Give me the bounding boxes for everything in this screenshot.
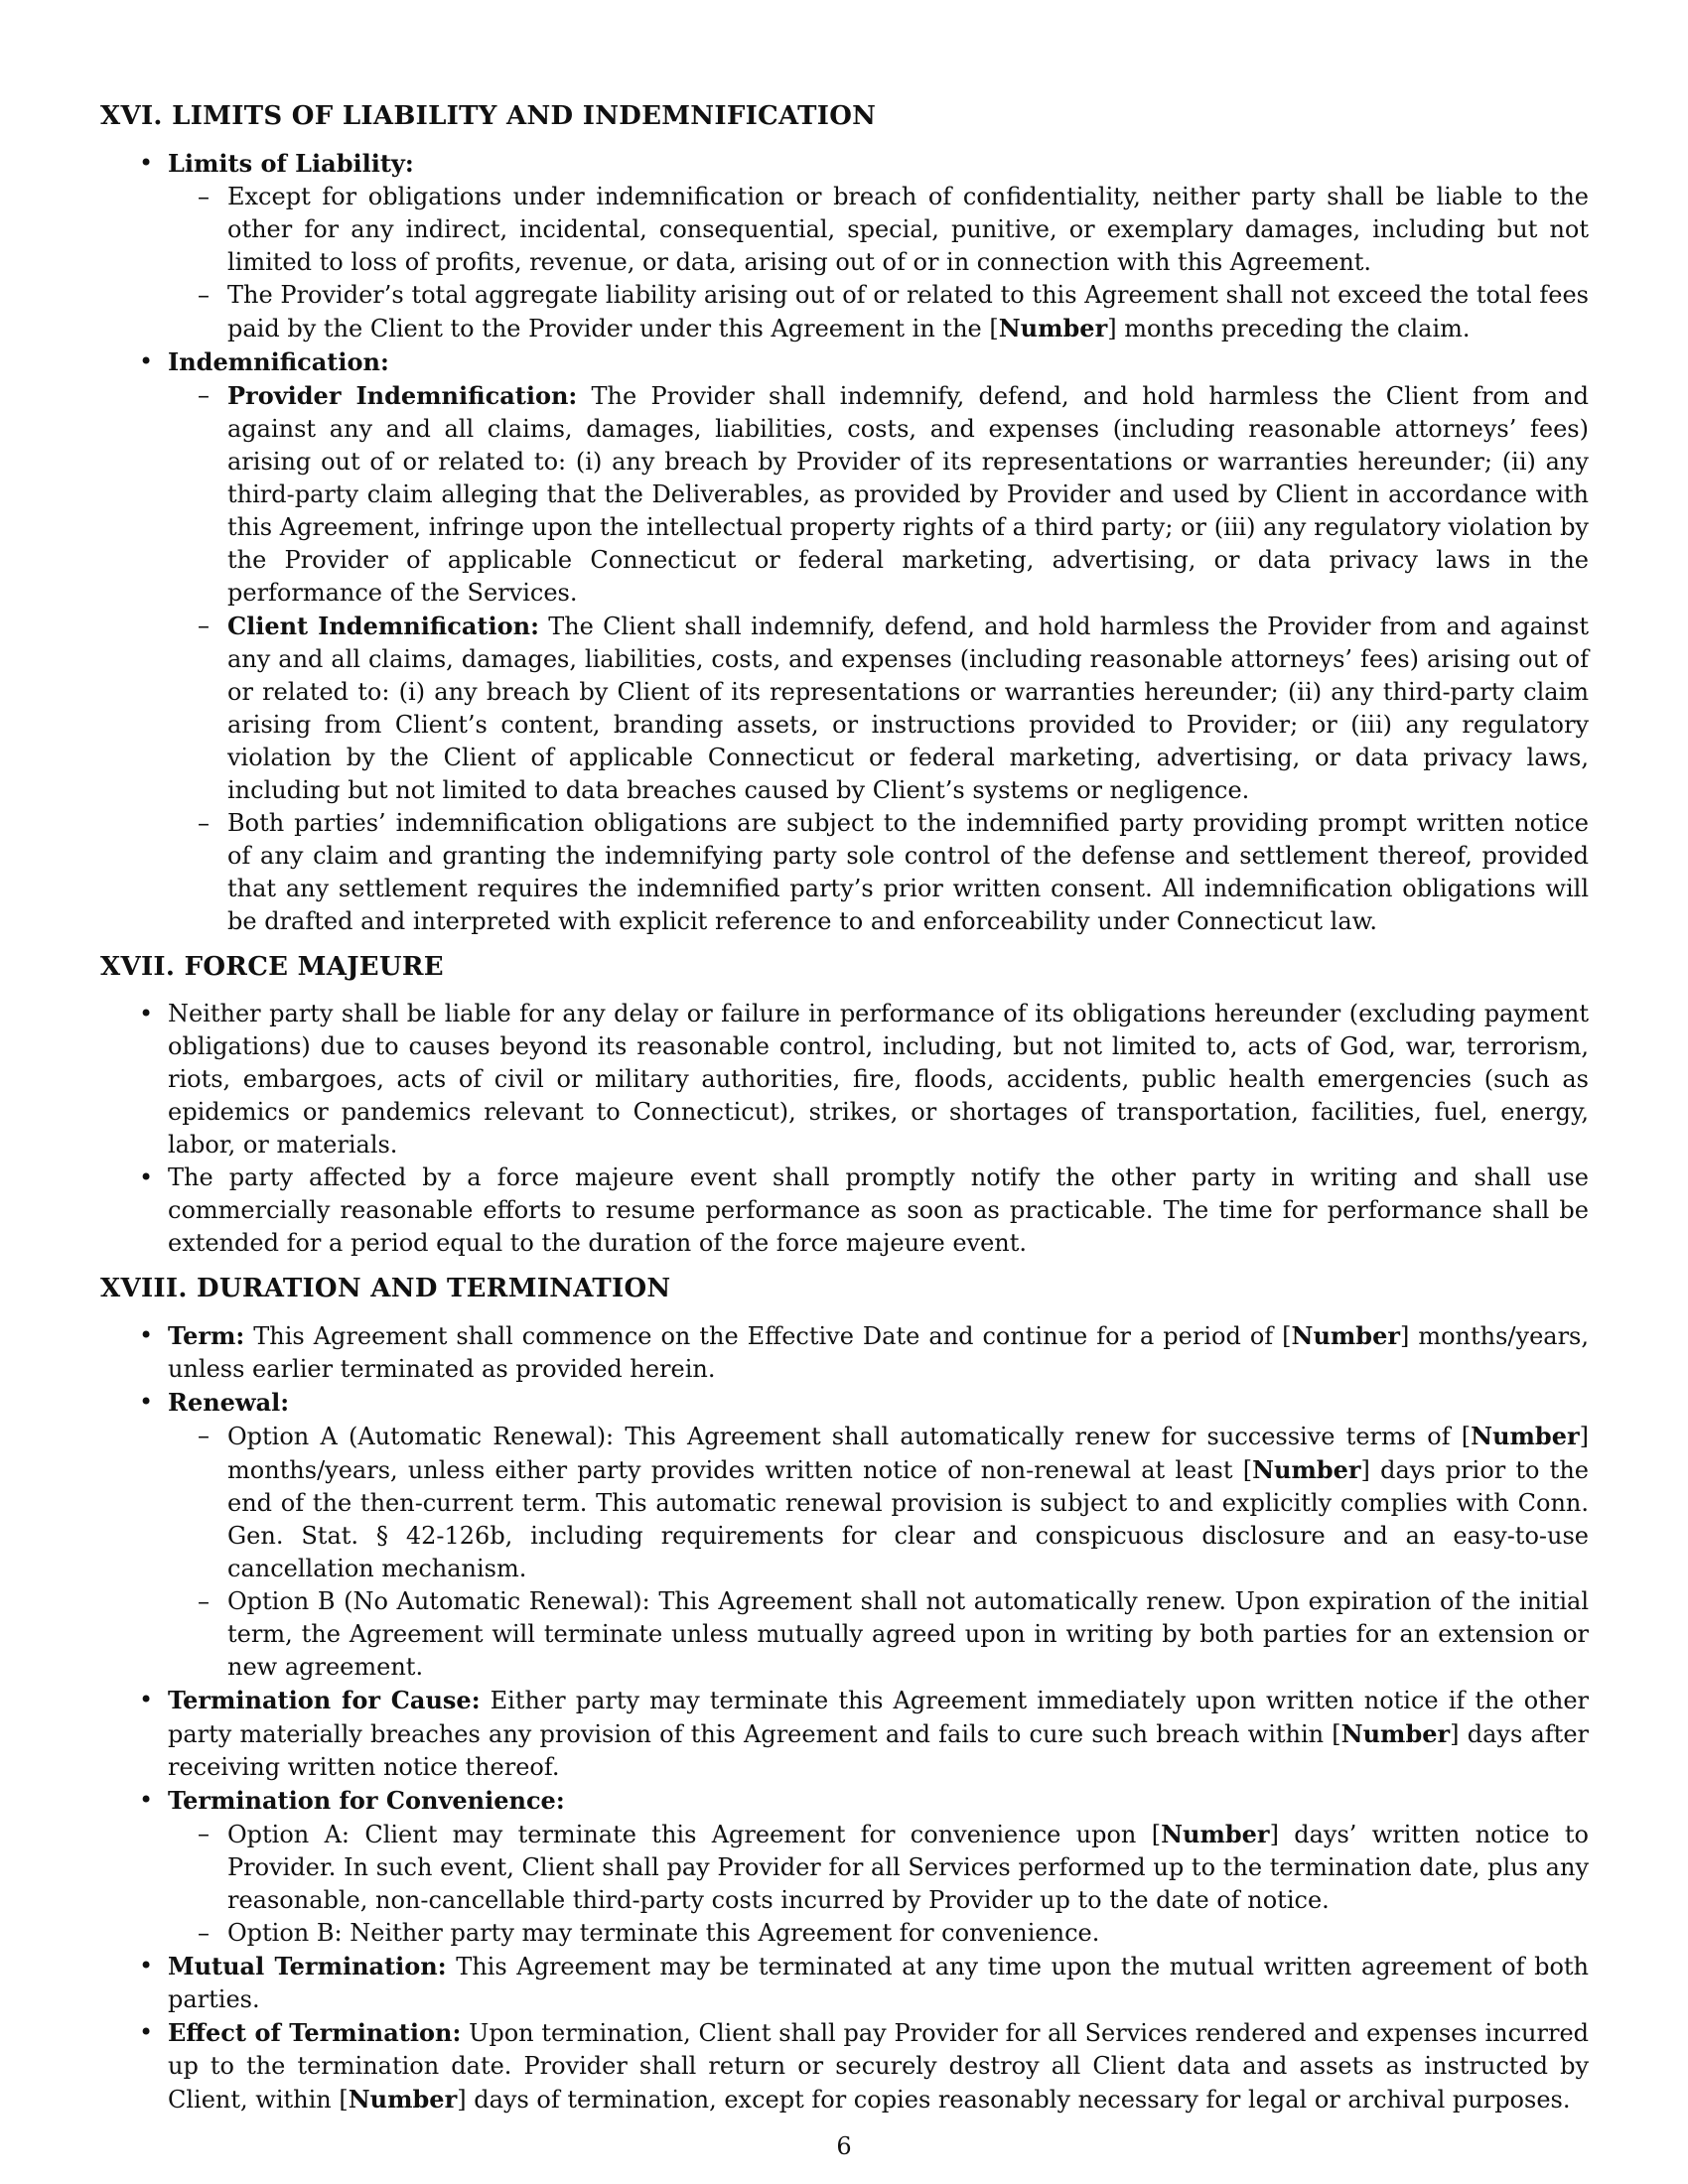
indemnification-label: Indemnification:	[168, 347, 389, 376]
number-placeholder: Number	[1252, 1455, 1361, 1484]
effect-text-a: Upon termination, Client shall pay Provider for all Services rendered and expenses incurred up to the termination date. Provider shall return or securely destroy all Client data and assets as instructed by Client, within [	[168, 2019, 1590, 2114]
number-placeholder: Number	[1291, 1321, 1400, 1350]
limits-text-2b: ] months preceding the claim.	[1107, 315, 1471, 342]
force-majeure-text-1: Neither party shall be liable for any delay or failure in performance of its obligations hereunder (excluding payment obligations) due to causes beyond its reasonable control, including, but not limited to, acts of God, war, terrorism, riots, embargoes, acts of civil or military authorities, fire, floods, accidents, public health emergencies (such as epidemics or pandemics relevant to Connecticut), strikes, or shortages of transportation, facilities, fuel, energy, labor, or materials.	[168, 1000, 1589, 1159]
provider-indemnification-label: Provider Indemnification:	[227, 381, 578, 410]
mutual-label: Mutual Termination:	[168, 1952, 447, 1980]
renewal-option-a-text-a: Option A (Automatic Renewal): This Agreement shall automatically renew for successive terms of [	[227, 1423, 1472, 1450]
term-label: Term:	[168, 1321, 245, 1350]
convenience-option-a-text-b: ] days’ written notice to Provider. In such event, Client shall pay Provider for all Services performed up to the termination date, plus any reasonable, non-cancellable third-party costs incurred by Provider up to the date of notice.	[227, 1821, 1589, 1914]
section-xviii-list	[100, 1319, 1589, 2116]
number-placeholder: Number	[1340, 1719, 1451, 1748]
section-xvi-list	[100, 147, 1589, 938]
limits-text-1: Except for obligations under indemnification or breach of confidentiality, neither party shall be liable to the other for any indirect, incidental, consequential, special, punitive, or exemplary damages, including but not limited to loss of profits, revenue, or data, arising out of or in connection with this Agreement.	[227, 183, 1589, 276]
term-text-a: This Agreement shall commence on the Effective Date and continue for a period of [	[244, 1322, 1292, 1350]
sublist-item	[227, 1917, 1589, 1950]
list-item-indemnification	[168, 345, 1589, 938]
convenience-label: Termination for Convenience:	[168, 1786, 565, 1815]
list-item-mutual-termination	[168, 1950, 1589, 2016]
list-item	[168, 1161, 1589, 1260]
limits-text-2a: The Provider’s total aggregate liability arising out of or related to this Agreement shall not exceed the total fees paid by the Client to the Provider under this Agreement in the [	[227, 281, 1589, 342]
sublist-item	[227, 610, 1589, 807]
section-heading-xvii: XVII. FORCE MAJEURE	[100, 952, 444, 982]
cause-label: Termination for Cause:	[168, 1686, 481, 1714]
sublist-item	[227, 379, 1589, 610]
effect-label: Effect of Termination:	[168, 2018, 462, 2047]
sublist-item	[227, 807, 1589, 938]
sublist-item	[227, 1420, 1589, 1585]
list-item-effect-of-termination	[168, 2016, 1589, 2116]
list-item-termination-for-cause	[168, 1684, 1589, 1784]
renewal-label: Renewal:	[168, 1388, 290, 1417]
convenience-option-b-text: Option B: Neither party may terminate this Agreement for convenience.	[227, 1919, 1100, 1947]
sublist-item	[227, 181, 1589, 279]
renewal-sublist	[168, 1420, 1589, 1684]
number-placeholder: Number	[1471, 1422, 1580, 1450]
list-item-termination-for-convenience	[168, 1784, 1589, 1950]
limits-label: Limits of Liability:	[168, 149, 414, 178]
limits-sublist	[168, 181, 1589, 345]
provider-indemnification-text: The Provider shall indemnify, defend, and hold harmless the Client from and against any and all claims, damages, liabilities, costs, and expenses (including reasonable attorneys’ fees) arising out of or related to: (i) any breach by Provider of its representations or warranties hereunder; (ii) any third-party claim alleging that the Deliverables, as provided by Provider and used by Client in accordance with this Agreement, infringe upon the intellectual property rights of a third party; or (iii) any regulatory violation by the Provider of applicable Connecticut or federal marketing, advertising, or data privacy laws in the performance of the Services.	[227, 382, 1589, 607]
list-item-term	[168, 1319, 1589, 1386]
effect-text-b: ] days of termination, except for copies reasonably necessary for legal or archival purposes.	[457, 2086, 1571, 2114]
cause-text-b: ] days after receiving written notice thereof.	[168, 1720, 1589, 1781]
sublist-item	[227, 1585, 1589, 1684]
renewal-option-b-text: Option B (No Automatic Renewal): This Agreement shall not automatically renew. Upon expiration of the initial term, the Agreement will terminate unless mutually agreed upon in writing by both parties for an extension or new agreement.	[227, 1587, 1589, 1681]
section-xvii-list	[100, 998, 1589, 1260]
client-indemnification-text: The Client shall indemnify, defend, and hold harmless the Provider from and against any and all claims, damages, liabilities, costs, and expenses (including reasonable attorneys’ fees) arising out of or related to: (i) any breach by Client of its representations or warranties hereunder; (ii) any third-party claim arising from Client’s content, branding assets, or instructions provided to Provider; or (iii) any regulatory violation by the Client of applicable Connecticut or federal marketing, advertising, or data privacy laws, including but not limited to data breaches caused by Client’s systems or negligence.	[227, 613, 1589, 804]
both-parties-text: Both parties’ indemnification obligations are subject to the indemnified party providing prompt written notice of any claim and granting the indemnifying party sole control of the defense and settlement thereof, provided that any settlement requires the indemnified party’s prior written consent. All indemnification obligations will be drafted and interpreted with explicit reference to and enforceability under Connecticut law.	[227, 809, 1589, 935]
client-indemnification-label: Client Indemnification:	[227, 612, 539, 640]
number-placeholder: Number	[348, 2085, 458, 2114]
page-content	[100, 99, 1589, 2116]
cause-text-a: Either party may terminate this Agreement immediately upon written notice if the other party materially breaches any provision of this Agreement and fails to cure such breach within [	[168, 1687, 1590, 1748]
renewal-option-a-text-c: ] days prior to the end of the then-current term. This automatic renewal provision is subject to and explicitly complies with Conn. Gen. Stat. § 42-126b, including requirements for clear and conspicuous disclosure and an easy-to-use cancellation mechanism.	[227, 1456, 1589, 1582]
sublist-item	[227, 1818, 1589, 1917]
list-item	[168, 998, 1589, 1161]
list-item-renewal	[168, 1386, 1589, 1684]
convenience-sublist	[168, 1818, 1589, 1950]
renewal-option-a-text-b: ] months/years, unless either party provides written notice of non-renewal at least [	[227, 1423, 1589, 1484]
indemnification-sublist	[168, 379, 1589, 938]
page-number: 6	[836, 2132, 852, 2160]
list-item-limits-of-liability	[168, 147, 1589, 345]
term-text-b: ] months/years, unless earlier terminated as provided herein.	[168, 1322, 1589, 1383]
convenience-option-a-text-a: Option A: Client may terminate this Agreement for convenience upon [	[227, 1821, 1162, 1848]
number-placeholder: Number	[998, 314, 1108, 342]
force-majeure-text-2: The party affected by a force majeure event shall promptly notify the other party in writing and shall use commercially reasonable efforts to resume performance as soon as practicable. The time for performance shall be extended for a period equal to the duration of the force majeure event.	[168, 1163, 1589, 1257]
number-placeholder: Number	[1161, 1820, 1270, 1848]
mutual-text: This Agreement may be terminated at any time upon the mutual written agreement of both parties.	[168, 1953, 1590, 2013]
sublist-item	[227, 279, 1589, 345]
section-heading-xviii: XVIII. DURATION AND TERMINATION	[100, 1274, 671, 1303]
section-heading-xvi: XVI. LIMITS OF LIABILITY AND INDEMNIFICATION	[100, 101, 877, 131]
